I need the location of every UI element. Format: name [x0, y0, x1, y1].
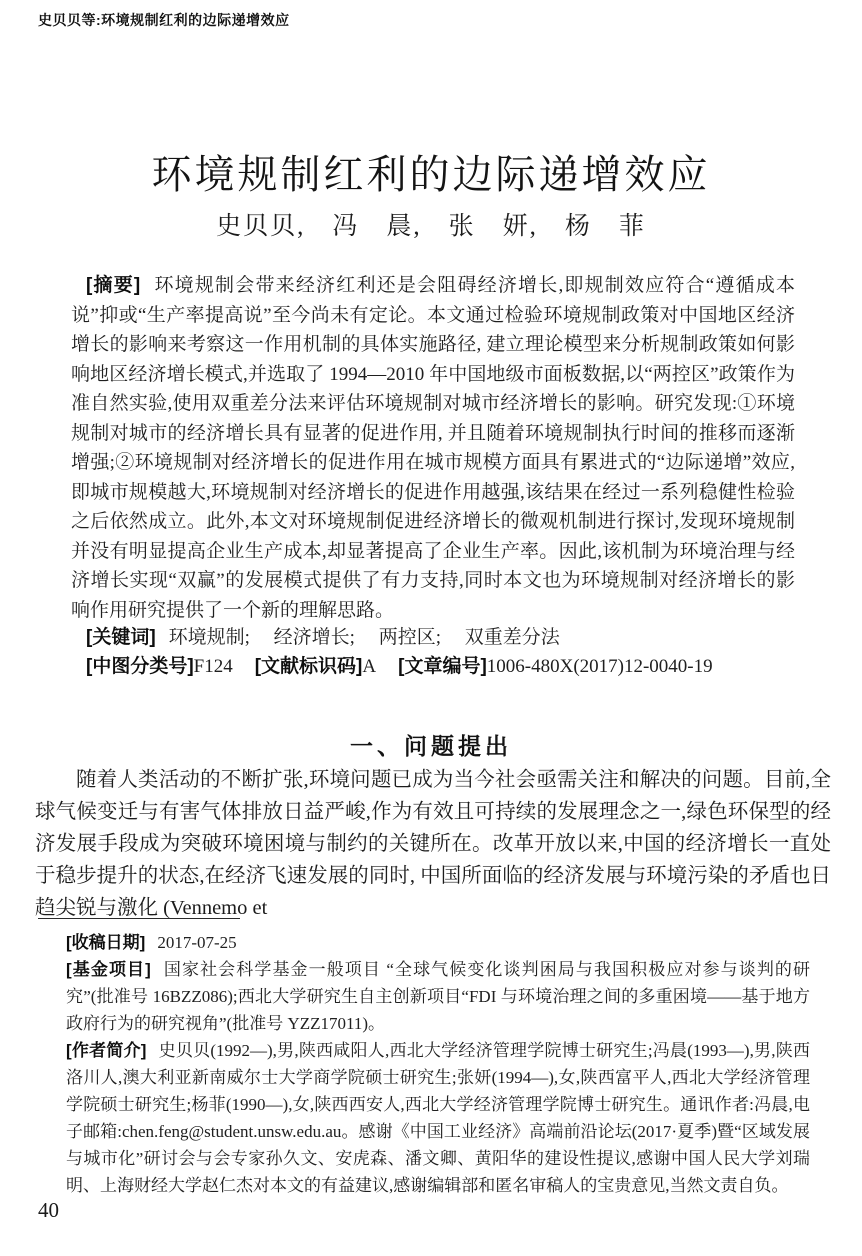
article-title: 环境规制红利的边际递增效应 — [151, 151, 711, 197]
article-id-label: [文章编号] — [398, 656, 487, 677]
doc-code-label: [文献标识码] — [254, 656, 363, 677]
footnotes-block — [66, 929, 810, 1199]
footnote-divider — [38, 918, 240, 919]
abstract-paragraph — [71, 271, 795, 625]
article-id-value: 1006-480X(2017)12-0040-19 — [486, 656, 713, 677]
keywords-text: 环境规制; 经济增长; 两控区; 双重差分法 — [168, 627, 560, 648]
page-number: 40 — [38, 1198, 59, 1222]
section-heading: 一、问题提出 — [350, 734, 512, 759]
footnote-funding — [66, 956, 810, 1037]
received-date-text: 2017-07-25 — [157, 933, 237, 952]
clc-value: F124 — [193, 656, 233, 677]
abstract-label: [摘要] — [86, 275, 141, 296]
doc-code-value: A — [362, 656, 377, 677]
author-bio-label: [作者简介] — [66, 1041, 147, 1060]
abstract-block — [71, 271, 795, 625]
footnote-received — [66, 929, 810, 956]
funding-label: [基金项目] — [66, 960, 151, 979]
article-authors: 史贝贝, 冯 晨, 张 妍, 杨 菲 — [216, 213, 646, 240]
footnote-author-bio — [66, 1037, 810, 1199]
running-header: 史贝贝等:环境规制红利的边际递增效应 — [38, 12, 290, 28]
keywords-label: [关键词] — [86, 627, 156, 648]
body-paragraph: 随着人类活动的不断扩张,环境问题已成为当今社会亟需关注和解决的问题。目前,全球气候变迁与有害气体排放日益严峻,作为有效且可持续的发展理念之一,绿色环保型的经济发展手段成为突破环境困境与制约的关键所在。改革开放以来,中国的经济增长一直处于稳步提升的状态,在经济飞速发展的同时, 中国所面临的经济发展与环境污染的矛盾也日趋尖锐与激化 (Vennemo et — [35, 769, 831, 919]
received-date-label: [收稿日期] — [66, 933, 146, 952]
abstract-text: 环境规制会带来经济红利还是会阻碍经济增长,即规制效应符合“遵循成本说”抑或“生产率提高说”至今尚未有定论。本文通过检验环境规制政策对中国地区经济增长的影响来考察这一作用机制的具体实施路径, 建立理论模型来分析规制政策如何影响地区经济增长模式,并选取了 1994—2010 年中国地级市面板数据,以“两控区”政策作为准自然实验,使用双重差分法来评估环境规制对城市经济增长的影响。研究发现:①环境规制对城市的经济增长具有显著的促进作用, 并且随着环境规制执行时间的推移而逐渐增强;②环境规制对经济增长的促进作用在城市规模方面具有累进式的“边际递增”效应,即城市规模越大,环境规制对经济增长的促进作用越强,该结果在经过一系列稳健性检验之后依然成立。此外,本文对环境规制促进经济增长的微观机制进行探讨,发现环境规制并没有明显提高企业生产成本,却显著提高了企业生产率。因此,该机制为环境治理与经济增长实现“双赢”的发展模式提供了有力支持,同时本文也为环境规制对经济增长的影响作用研究提供了一个新的理解思路。 — [71, 275, 796, 621]
classification-line — [86, 652, 795, 681]
funding-text: 国家社会科学基金一般项目 “全球气候变化谈判困局与我国积极应对参与谈判的研究”(批准号 16BZZ086);西北大学研究生自主创新项目“FDI 与环境治理之间的多重困境——基于地方政府行为的研究视角”(批准号 YZZ17011)。 — [66, 960, 811, 1033]
keywords-line — [86, 623, 795, 652]
clc-label: [中图分类号] — [86, 656, 194, 677]
author-bio-text: 史贝贝(1992—),男,陕西咸阳人,西北大学经济管理学院博士研究生;冯晨(1993—),男,陕西洛川人,澳大利亚新南威尔士大学商学院硕士研究生;张妍(1994—),女,陕西富平人,西北大学经济管理学院硕士研究生;杨菲(1990—),女,陕西西安人,西北大学经济管理学院博士研究生。通讯作者:冯晨,电子邮箱:chen.feng@student.unsw.edu.au。感谢《中国工业经济》高端前沿论坛(2017·夏季)暨“区域发展与城市化”研讨会与会专家孙久文、安虎森、潘文卿、黄阳华的建设性提议,感谢中国人民大学刘瑞明、上海财经大学赵仁杰对本文的有益建议,感谢编辑部和匿名审稿人的宝贵意见,当然文责自负。 — [66, 1041, 810, 1195]
